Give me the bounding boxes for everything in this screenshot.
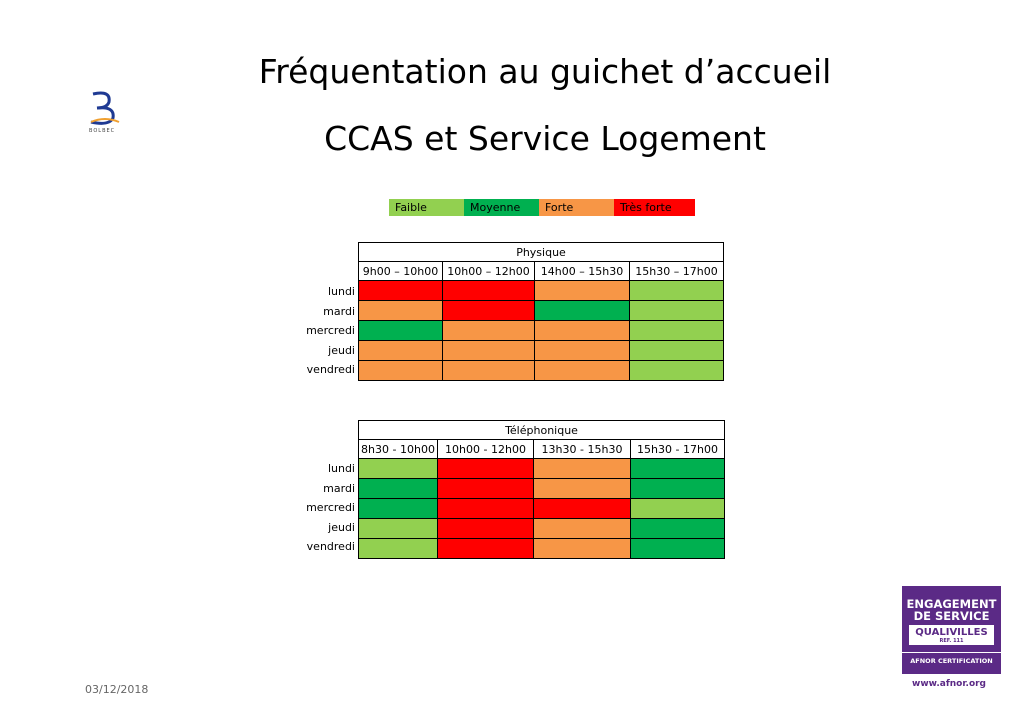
telephonique-cell-lundi-1 — [438, 459, 534, 479]
telephonique-cell-vendredi-1 — [438, 539, 534, 559]
telephonique-cell-mercredi-0 — [359, 499, 438, 519]
telephonique-table — [358, 420, 725, 559]
physique-row-jeudi — [359, 341, 724, 361]
telephonique-cell-lundi-3 — [631, 459, 725, 479]
page-title: Fréquentation au guichet d’accueil — [258, 52, 832, 91]
afnor-url: www.afnor.org — [912, 679, 987, 689]
document-date: 03/12/2018 — [85, 683, 149, 696]
telephonique-cell-vendredi-2 — [534, 539, 631, 559]
physique-cell-vendredi-2 — [535, 361, 630, 381]
physique-cell-jeudi-2 — [535, 341, 630, 361]
physique-cell-lundi-0 — [359, 281, 443, 301]
badge-line2: DE SERVICE — [913, 609, 990, 623]
telephonique-cell-mercredi-2 — [534, 499, 631, 519]
legend-faible: Faible — [389, 199, 464, 216]
physique-cell-mercredi-0 — [359, 321, 443, 341]
badge-line1: ENGAGEMENT — [906, 597, 997, 611]
physique-table — [358, 242, 724, 381]
telephonique-cell-jeudi-3 — [631, 519, 725, 539]
logo-text: BOLBEC — [89, 128, 116, 134]
telephonique-day-label: mardi — [323, 481, 355, 495]
badge-label-box — [909, 625, 994, 645]
physique-cell-vendredi-1 — [443, 361, 535, 381]
telephonique-cell-mardi-2 — [534, 479, 631, 499]
physique-row-labels — [290, 282, 355, 380]
physique-cell-vendredi-3 — [630, 361, 724, 381]
page-subtitle: CCAS et Service Logement — [324, 119, 766, 158]
physique-slot-header: 15h30 – 17h00 — [630, 262, 724, 281]
physique-row-lundi — [359, 281, 724, 301]
telephonique-cell-mardi-1 — [438, 479, 534, 499]
telephonique-day-label: lundi — [327, 462, 355, 475]
physique-row-vendredi — [359, 361, 724, 381]
physique-cell-mardi-3 — [630, 301, 724, 321]
telephonique-row-labels — [290, 459, 355, 557]
telephonique-slot-header: 13h30 - 15h30 — [534, 440, 631, 459]
telephonique-day-label: jeudi — [328, 520, 355, 534]
telephonique-cell-vendredi-0 — [359, 539, 438, 559]
physique-slot-header: 10h00 – 12h00 — [443, 262, 535, 281]
telephonique-cell-jeudi-2 — [534, 519, 631, 539]
telephonique-day-label: vendredi — [306, 540, 355, 553]
legend-tres-forte: Très forte — [614, 199, 695, 216]
physique-day-label: vendredi — [306, 363, 355, 376]
physique-day-label: lundi — [327, 285, 355, 298]
physique-row-mardi — [359, 301, 724, 321]
physique-cell-mercredi-3 — [630, 321, 724, 341]
telephonique-day-label: mercredi — [306, 501, 355, 514]
physique-slot-header: 9h00 – 10h00 — [359, 262, 443, 281]
badge-cert: AFNOR CERTIFICATION — [902, 652, 1001, 665]
physique-cell-jeudi-3 — [630, 341, 724, 361]
physique-cell-mercredi-1 — [443, 321, 535, 341]
telephonique-row-mardi — [359, 479, 725, 499]
physique-cell-jeudi-0 — [359, 341, 443, 361]
physique-cell-jeudi-1 — [443, 341, 535, 361]
bolbec-logo — [85, 88, 129, 140]
physique-cell-mardi-2 — [535, 301, 630, 321]
physique-cell-lundi-1 — [443, 281, 535, 301]
telephonique-cell-mercredi-3 — [631, 499, 725, 519]
telephonique-row-vendredi — [359, 539, 725, 559]
telephonique-cell-mercredi-1 — [438, 499, 534, 519]
telephonique-cell-vendredi-3 — [631, 539, 725, 559]
legend-moyenne: Moyenne — [464, 199, 539, 216]
telephonique-title: Téléphonique — [359, 421, 725, 440]
physique-day-label: mardi — [323, 304, 355, 318]
telephonique-row-jeudi — [359, 519, 725, 539]
telephonique-slot-header: 8h30 - 10h00 — [359, 440, 438, 459]
telephonique-cell-lundi-2 — [534, 459, 631, 479]
physique-day-label: mercredi — [306, 324, 355, 337]
physique-cell-lundi-2 — [535, 281, 630, 301]
legend — [389, 199, 695, 216]
telephonique-cell-mardi-0 — [359, 479, 438, 499]
telephonique-cell-mardi-3 — [631, 479, 725, 499]
physique-title: Physique — [359, 243, 724, 262]
physique-cell-mardi-1 — [443, 301, 535, 321]
telephonique-slot-header: 10h00 - 12h00 — [438, 440, 534, 459]
telephonique-cell-jeudi-0 — [359, 519, 438, 539]
telephonique-cell-lundi-0 — [359, 459, 438, 479]
badge-label: QUALIVILLES — [915, 627, 988, 638]
qualivilles-badge — [902, 586, 1001, 674]
legend-forte: Forte — [539, 199, 614, 216]
telephonique-row-mercredi — [359, 499, 725, 519]
physique-day-label: jeudi — [328, 343, 355, 357]
telephonique-row-lundi — [359, 459, 725, 479]
badge-ref: REF. 111 — [939, 638, 964, 644]
physique-row-mercredi — [359, 321, 724, 341]
physique-cell-vendredi-0 — [359, 361, 443, 381]
telephonique-cell-jeudi-1 — [438, 519, 534, 539]
telephonique-slot-header: 15h30 - 17h00 — [631, 440, 725, 459]
physique-cell-mercredi-2 — [535, 321, 630, 341]
physique-cell-lundi-3 — [630, 281, 724, 301]
physique-cell-mardi-0 — [359, 301, 443, 321]
physique-slot-header: 14h00 – 15h30 — [535, 262, 630, 281]
